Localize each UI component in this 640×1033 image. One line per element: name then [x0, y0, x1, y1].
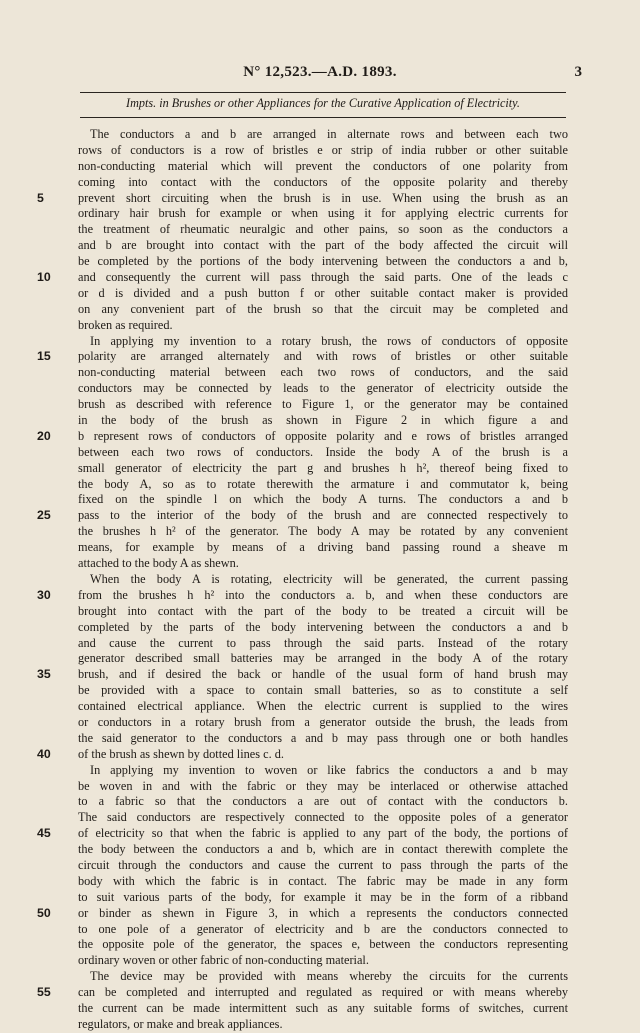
text-line: [0, 349, 640, 365]
line-text: be provided with a space to contain small batteries, so as to constitute a self: [78, 683, 568, 698]
line-text: to one pole of a generator of electricity and b are the conductors connected to: [78, 921, 568, 936]
line-text: attached to the body A as shewn.: [78, 556, 239, 571]
text-line: [0, 953, 640, 969]
line-text: polarity are arranged alternately and with rows of bristles or other suitable: [78, 349, 568, 364]
text-line: [0, 286, 640, 302]
line-text: brought into contact with the part of the body to be treated a circuit will be: [78, 603, 568, 618]
text-line: [0, 810, 640, 826]
line-text: brush, and if desired the back or handle of the usual form of hand brush may: [78, 667, 568, 682]
line-text: circuit through the conductors and cause the current to pass through the parts of the: [78, 857, 568, 872]
text-line: [0, 318, 640, 334]
line-text: or conductors in a rotary brush from a generator outside the brush, the leads from: [78, 714, 568, 729]
line-text: and b are brought into contact with the part of the body affected the circuit will: [78, 238, 568, 253]
line-text: b represent rows of conductors of opposite polarity and e rows of bristles arranged: [78, 428, 568, 443]
line-text: contained electrical appliance. When the electric current is supplied to the wires: [78, 699, 568, 714]
text-line: [0, 731, 640, 747]
text-line: [0, 413, 640, 429]
text-line: [0, 874, 640, 890]
header-rule: [80, 92, 566, 93]
line-text: completed by the parts of the body intervening between the conductors a and b: [78, 619, 568, 634]
text-line: [0, 143, 640, 159]
text-line: [0, 429, 640, 445]
text-line: [0, 604, 640, 620]
line-text: and consequently the current will pass through the said parts. One of the leads c: [78, 270, 568, 285]
text-line: [0, 175, 640, 191]
text-line: [0, 445, 640, 461]
line-text: brush as described with reference to Figure 1, or the generator may be contained: [78, 397, 568, 412]
line-text: The device may be provided with means whereby the circuits for the currents: [90, 969, 568, 984]
text-line: [0, 826, 640, 842]
page-header: [0, 64, 640, 86]
patent-number-title: N° 12,523.—A.D. 1893.: [243, 64, 397, 80]
text-line: [0, 127, 640, 143]
line-number: 10: [37, 270, 51, 285]
text-line: [0, 937, 640, 953]
line-text: means, for example by means of a driving band passing round a sheave m: [78, 540, 568, 555]
line-text: the brushes h h² of the generator. The body A may be rotated by any convenient: [78, 524, 568, 539]
line-text: body with which the fabric is in contact. The fabric may be made in any form: [78, 873, 568, 888]
line-text: between each two rows of conductors. Inside the body A of the brush is a: [78, 444, 568, 459]
text-line: [0, 191, 640, 207]
line-text: broken as required.: [78, 317, 173, 332]
text-line: [0, 572, 640, 588]
line-text: ordinary hair brush for example or when using it for applying electric currents for: [78, 206, 568, 221]
text-line: [0, 922, 640, 938]
text-line: [0, 365, 640, 381]
text-line: [0, 667, 640, 683]
text-line: [0, 302, 640, 318]
line-text: conductors may be connected by leads to the generator of electricity outside the: [78, 381, 568, 396]
text-line: [0, 842, 640, 858]
line-text: generator described small batteries may be arranged in the body A of the rotary: [78, 651, 568, 666]
line-text: the current can be made intermittent such as any suitable forms of switches, current: [78, 1000, 568, 1015]
line-text: pass to the interior of the body of the brush and are connected respectively to: [78, 508, 568, 523]
line-text: In applying my invention to a rotary brush, the rows of conductors of opposite: [90, 333, 568, 348]
text-line: [0, 238, 640, 254]
line-text: the said generator to the conductors a and b may pass through one or both handles: [78, 730, 568, 745]
line-number: 35: [37, 667, 51, 682]
line-number: 5: [37, 190, 44, 205]
line-text: prevent short circuiting when the brush is in use. When using the brush as an: [78, 190, 568, 205]
line-text: The said conductors are respectively connected to the opposite poles of a generator: [78, 810, 568, 825]
line-text: regulators, or make and break appliances.: [78, 1016, 283, 1031]
text-line: [0, 699, 640, 715]
line-text: can be completed and interrupted and regulated as required or with means whereby: [78, 985, 568, 1000]
line-text: be woven in and with the fabric or they may be interlaced or otherwise attached: [78, 778, 568, 793]
line-text: rows of conductors is a row of bristles e or strip of india rubber or other suitable: [78, 142, 568, 157]
line-text: When the body A is rotating, electricity will be generated, the current passing: [90, 571, 568, 586]
text-line: [0, 206, 640, 222]
text-line: [0, 1001, 640, 1017]
line-text: the body A, so as to rotate therewith the armature i and commutator k, being: [78, 476, 568, 491]
line-text: The conductors a and b are arranged in alternate rows and between each two: [90, 127, 568, 141]
text-line: [0, 492, 640, 508]
text-line: [0, 524, 640, 540]
line-text: the opposite pole of the generator, the spaces e, between the conductors representing: [78, 937, 568, 952]
text-line: [0, 651, 640, 667]
line-number: 30: [37, 587, 51, 602]
text-line: [0, 985, 640, 1001]
line-number: 25: [37, 508, 51, 523]
subtitle-rule: [80, 117, 566, 118]
line-text: or d is divided and a push button f or other suitable contact maker is provided: [78, 285, 568, 300]
line-text: the treatment of rheumatic neuralgic and other pains, so soon as the conductors a: [78, 222, 568, 237]
text-line: [0, 794, 640, 810]
text-line: [0, 969, 640, 985]
page-number: 3: [574, 64, 582, 80]
line-number: 40: [37, 746, 51, 761]
line-text: to suit various parts of the body, for example it may be in the form of a ribband: [78, 889, 568, 904]
text-line: [0, 334, 640, 350]
line-text: fixed on the spindle l on which the body A turns. The conductors a and b: [78, 492, 568, 507]
text-line: [0, 1017, 640, 1033]
body-text: [0, 127, 640, 1033]
text-line: [0, 461, 640, 477]
line-text: the body between the conductors a and b, which are in contact therewith complete the: [78, 842, 568, 857]
text-line: [0, 636, 640, 652]
line-text: from the brushes h h² into the conductors a. b, and when these conductors are: [78, 587, 568, 602]
text-line: [0, 683, 640, 699]
text-line: [0, 620, 640, 636]
text-line: [0, 588, 640, 604]
text-line: [0, 222, 640, 238]
text-line: [0, 890, 640, 906]
line-text: be completed by the portions of the body intervening between the conductors a and b,: [78, 254, 568, 269]
line-text: non-conducting material which will prevent the conductors of one polarity from: [78, 158, 568, 173]
text-line: [0, 858, 640, 874]
text-line: [0, 397, 640, 413]
text-line: [0, 540, 640, 556]
text-line: [0, 254, 640, 270]
text-line: [0, 763, 640, 779]
line-text: non-conducting material between each two rows of conductors, and the said: [78, 365, 568, 380]
line-number: 20: [37, 428, 51, 443]
line-number: 55: [37, 985, 51, 1000]
text-line: [0, 556, 640, 572]
text-line: [0, 508, 640, 524]
text-line: [0, 477, 640, 493]
text-line: [0, 906, 640, 922]
line-text: on any convenient part of the brush so that the circuit may be completed and: [78, 301, 568, 316]
line-text: In applying my invention to woven or like fabrics the conductors a and b may: [90, 762, 568, 777]
line-text: of the brush as shewn by dotted lines c. d.: [78, 746, 284, 761]
text-line: [0, 779, 640, 795]
text-line: [0, 159, 640, 175]
line-number: 50: [37, 905, 51, 920]
line-text: of electricity so that when the fabric is applied to any part of the body, the portions of: [78, 826, 568, 841]
running-subtitle: Impts. in Brushes or other Appliances for the Curative Application of Electricity.: [126, 96, 520, 110]
text-line: [0, 715, 640, 731]
line-number: 45: [37, 826, 51, 841]
text-line: [0, 747, 640, 763]
line-text: or binder as shewn in Figure 3, in which a represents the conductors connected: [78, 905, 568, 920]
line-text: to a fabric so that the conductors a are out of contact with the conductors b.: [78, 794, 568, 809]
line-text: and cause the current to pass through the said parts. Instead of the rotary: [78, 635, 568, 650]
line-number: 15: [37, 349, 51, 364]
text-line: [0, 270, 640, 286]
text-line: [0, 381, 640, 397]
line-text: coming into contact with the conductors of the opposite polarity and thereby: [78, 174, 568, 189]
line-text: ordinary woven or other fabric of non-conducting material.: [78, 953, 369, 968]
line-text: in the body of the brush as shown in Figure 2 in which figure a and: [78, 413, 568, 428]
line-text: small generator of electricity the part g and brushes h h², thereof being fixed to: [78, 460, 568, 475]
